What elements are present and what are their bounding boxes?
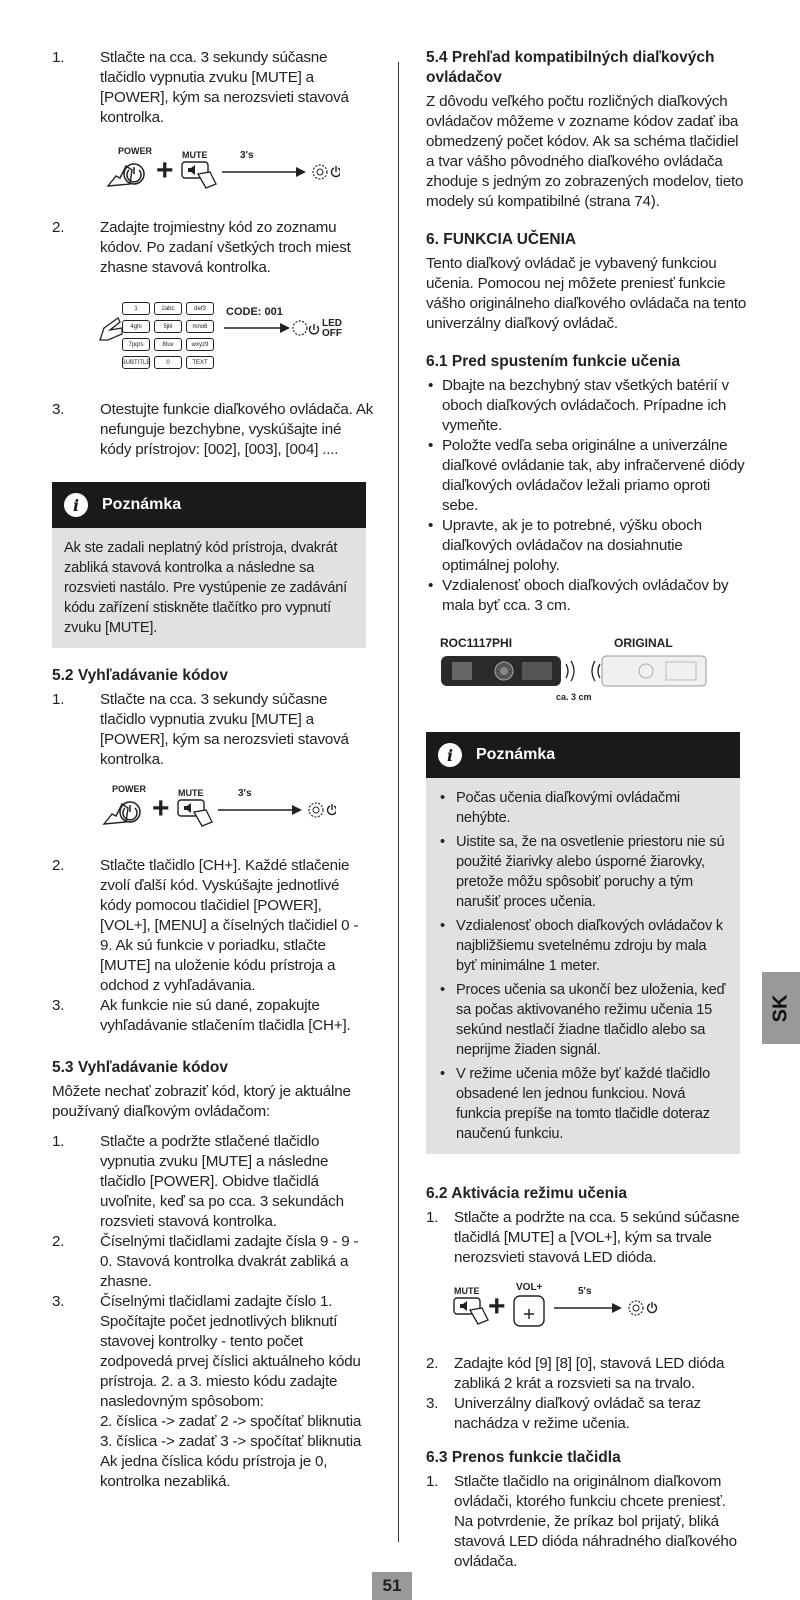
remotes-icon [440,654,710,690]
hand-power-icon [104,156,148,192]
mute-vol-diagram [426,1280,748,1332]
remote-label: ROC1117PHI [440,636,513,650]
key: 8tuv [154,338,182,351]
list-item: • Proces učenia sa ukončí bez uloženia, keď sa počas aktivovaného režimu učenia 15 sekúnd nestlačí žiadne tlačidlo alebo sa neprijme žiaden signál. [438,980,728,1060]
step: 3. Číselnými tlačidlami zadajte číslo 1. Spočítajte počet jednotlivých bliknutí stavovej kontrolky - tento počet zodpovedá prvej číslici aktuálneho kódu prístroja. 2. a 3. miesto kódu zadajte nasledovným spôsobom: 2. číslica -> zadať 2 -> spočítať bliknutia 3. číslica -> zadať 3 -> spočítať bliknutia Ak jedna číslica kódu prístroja je 0, kontrolka nezabliká. [52,1293,362,1490]
step: 2. Zadajte trojmiestny kód zo zoznamu kódov. Po zadaní všetkých troch miest zhasne stavová kontrolka. [52,219,351,276]
info-icon: i [438,743,462,767]
hand-mute-icon [180,160,224,192]
note-text: Ak ste zadali neplatný kód prístroja, dvakrát zabliká stavová kontrolka a následne sa rozsvieti nastálo. Pre vystúpenie ze zadávání kódu zařízení stiskněte tlačítko pro vypnutí zvuku [MUTE]. [64,540,348,636]
code-entry-diagram [52,300,374,376]
section-text: Tento diaľkový ovládač je vybavený funkciou učenia. Pomocou nej môžete preniesť funkcie vášho originálneho diaľkového ovládača na tento univerzálny diaľkový ovládač. [426,255,747,332]
key: def3 [186,302,214,315]
plus-icon: + [156,154,174,187]
note-box [426,732,740,1154]
list-item: • Uistite sa, že na osvetlenie priestoru nie sú použité žiarivky alebo úsporné žiarovky, pretože môžu spôsobiť poruchy a tým narušiť proces učenia. [438,832,728,912]
note-list [438,788,728,1144]
arrow-to-led-off-icon [222,318,312,342]
step: 1. Stlačte na cca. 3 sekundy súčasne tlačidlo vypnutia zvuku [MUTE] a [POWER], kým sa nerozsvieti stavová kontrolka. [52,691,349,768]
page-number: 51 [372,1572,412,1600]
section-title: 5.4 Prehľad kompatibilných diaľkových ovládačov [426,49,715,86]
key: 7pqrs [122,338,150,351]
bullet-list [426,376,748,616]
list-item: • Vzdialenosť oboch diaľkových ovládačov by mala byť cca. 3 cm. [426,576,748,616]
note-title: Poznámka [102,496,182,513]
key: 2abc [154,302,182,315]
mute-label: MUTE [454,1286,480,1296]
time-label: 3's [238,788,252,799]
step: 1. Stlačte a podržte na cca. 5 sekúnd súčasne tlačidlá [MUTE] a [VOL+], kým sa trvale nerozsvieti stavová LED dióda. [426,1209,740,1266]
off-label: OFF [322,328,342,339]
step: 2. Stlačte tlačidlo [CH+]. Každé stlačenie zvolí ďalší kód. Vyskúšajte jednotlivé kódy pomocou tlačidiel [POWER], [VOL+], [MENU] a číselných tlačidiel 0 - 9. Ak sú funkcie v poriadku, stlačte [MUTE] na uloženie kódu prístroja a odchod z vyhľadávania. [52,857,359,994]
keypad [122,302,214,369]
key: mno6 [186,320,214,333]
original-label: ORIGINAL [614,636,673,650]
power-label: POWER [118,146,153,156]
arrow-to-led-icon [220,162,340,186]
note-header [52,482,366,528]
section-title: 6.2 Aktivácia režimu učenia [426,1185,628,1202]
note-box [52,482,366,648]
key: SUBTITLE [122,356,150,369]
section-title: 6.1 Pred spustením funkcie učenia [426,353,681,370]
distance-label: ca. 3 cm [556,692,592,702]
pointing-hand-icon [98,314,124,344]
info-icon: i [64,493,88,517]
step: 1. Stlačte tlačidlo na originálnom diaľkovom ovládači, ktorého funkciu chcete preniesť. Na potvrdenie, že príkaz bol prijatý, bliká stavová LED dióda náhradného diaľkového ovládača. [426,1473,737,1570]
step: 3. Ak funkcie nie sú dané, zopakujte vyhľadávanie stlačením tlačidla [CH+]. [52,997,351,1034]
section-text: Z dôvodu veľkého počtu rozličných diaľkových ovládačov môžeme v zozname kódov zadať iba obmedzený počet kódov. Ak sa schéma tlačidiel a tvar vášho pôvodného diaľkového ovládača zhoduje s jedným zo zobrazených modelov, tieto modely sú kompatibilné (strana 74). [426,93,744,210]
key: 5jkl [154,320,182,333]
key: wxyz9 [186,338,214,351]
key: 4ghi [122,320,150,333]
left-column [52,48,374,1492]
list-item: • Dbajte na bezchybný stav všetkých batérií v oboch diaľkových ovládačoch. Prípadne ich vymeňte. [426,376,748,436]
hand-power-icon [100,794,144,830]
step: 3. Univerzálny diaľkový ovládač sa teraz nachádza v režime učenia. [426,1395,701,1432]
section-intro: Môžete nechať zobraziť kód, ktorý je aktuálne používaný diaľkovým ovládačom: [52,1083,351,1120]
section-title: 6. FUNKCIA UČENIA [426,231,577,248]
section-title: 5.2 Vyhľadávanie kódov [52,667,228,684]
arrow-to-led-icon [552,1298,672,1322]
section-title: 5.3 Vyhľadávanie kódov [52,1059,228,1076]
list-item: • Položte vedľa seba originálne a univerzálne diaľkové ovládanie tak, aby infračervené diódy diaľkových ovládačov ležali priamo oproti sebe. [426,436,748,516]
power-label: POWER [112,784,147,794]
key: TEXT [186,356,214,369]
step: 3. Otestujte funkcie diaľkového ovládača. Ak nefunguje bezchybne, vyskúšajte iné kódy prístrojov: [002], [003], [004] .... [52,401,374,458]
mute-label: MUTE [178,788,204,798]
list-item: • V režime učenia môže byť každé tlačidlo obsadené len jednou funkciou. Nová funkcia prepíše na tomto tlačidle doteraz naučenú funkciu. [438,1064,728,1144]
section-title: 6.3 Prenos funkcie tlačidla [426,1449,621,1466]
language-tab: SK [762,972,800,1044]
step: 1. Stlačte na cca. 3 sekundy súčasne tlačidlo vypnutia zvuku [MUTE] a [POWER], kým sa nerozsvieti stavová kontrolka. [52,49,349,126]
arrow-to-led-icon [216,800,336,824]
list-item: • Vzdialenosť oboch diaľkových ovládačov k najbližšiemu svetelnému zdroju by mala byť minimálne 1 meter. [438,916,728,976]
hand-vol-icon [512,1294,552,1330]
plus-icon: + [152,792,170,825]
power-icon [308,322,320,336]
code-label: CODE: 001 [226,306,283,318]
key: 0 [154,356,182,369]
key: 1 [122,302,150,315]
hand-mute-icon [176,798,220,830]
note-header [426,732,740,778]
power-mute-diagram [52,144,374,196]
step: 2. Číselnými tlačidlami zadajte čísla 9 - 9 - 0. Stavová kontrolka dvakrát zabliká a zhasne. [52,1233,359,1290]
time-label: 3's [240,150,254,161]
note-title: Poznámka [476,746,556,763]
right-column [426,48,748,1572]
vol-label: VOL+ [516,1282,543,1293]
step: 2. Zadajte kód [9] [8] [0], stavová LED dióda zabliká 2 krát a rozsvieti sa na trvalo. [426,1355,725,1392]
remote-alignment-diagram [426,636,748,704]
list-item: • Upravte, ak je to potrebné, výšku oboch diaľkových ovládačov na dosiahnutie optimálnej polohy. [426,516,748,576]
power-mute-diagram [52,782,374,834]
list-item: • Počas učenia diaľkovými ovládačmi nehýbte. [438,788,728,828]
plus-icon: + [488,1290,506,1323]
mute-label: MUTE [182,150,208,160]
step: 1. Stlačte a podržte stlačené tlačidlo vypnutia zvuku [MUTE] a následne tlačidlo [POWER]. Obidve tlačidlá uvoľnite, keď sa po cca. 3 sekundách rozsvieti stavová kontrolka. [52,1133,344,1230]
column-divider [398,62,399,1542]
led-label: LED [322,318,342,329]
time-label: 5's [578,1286,592,1297]
